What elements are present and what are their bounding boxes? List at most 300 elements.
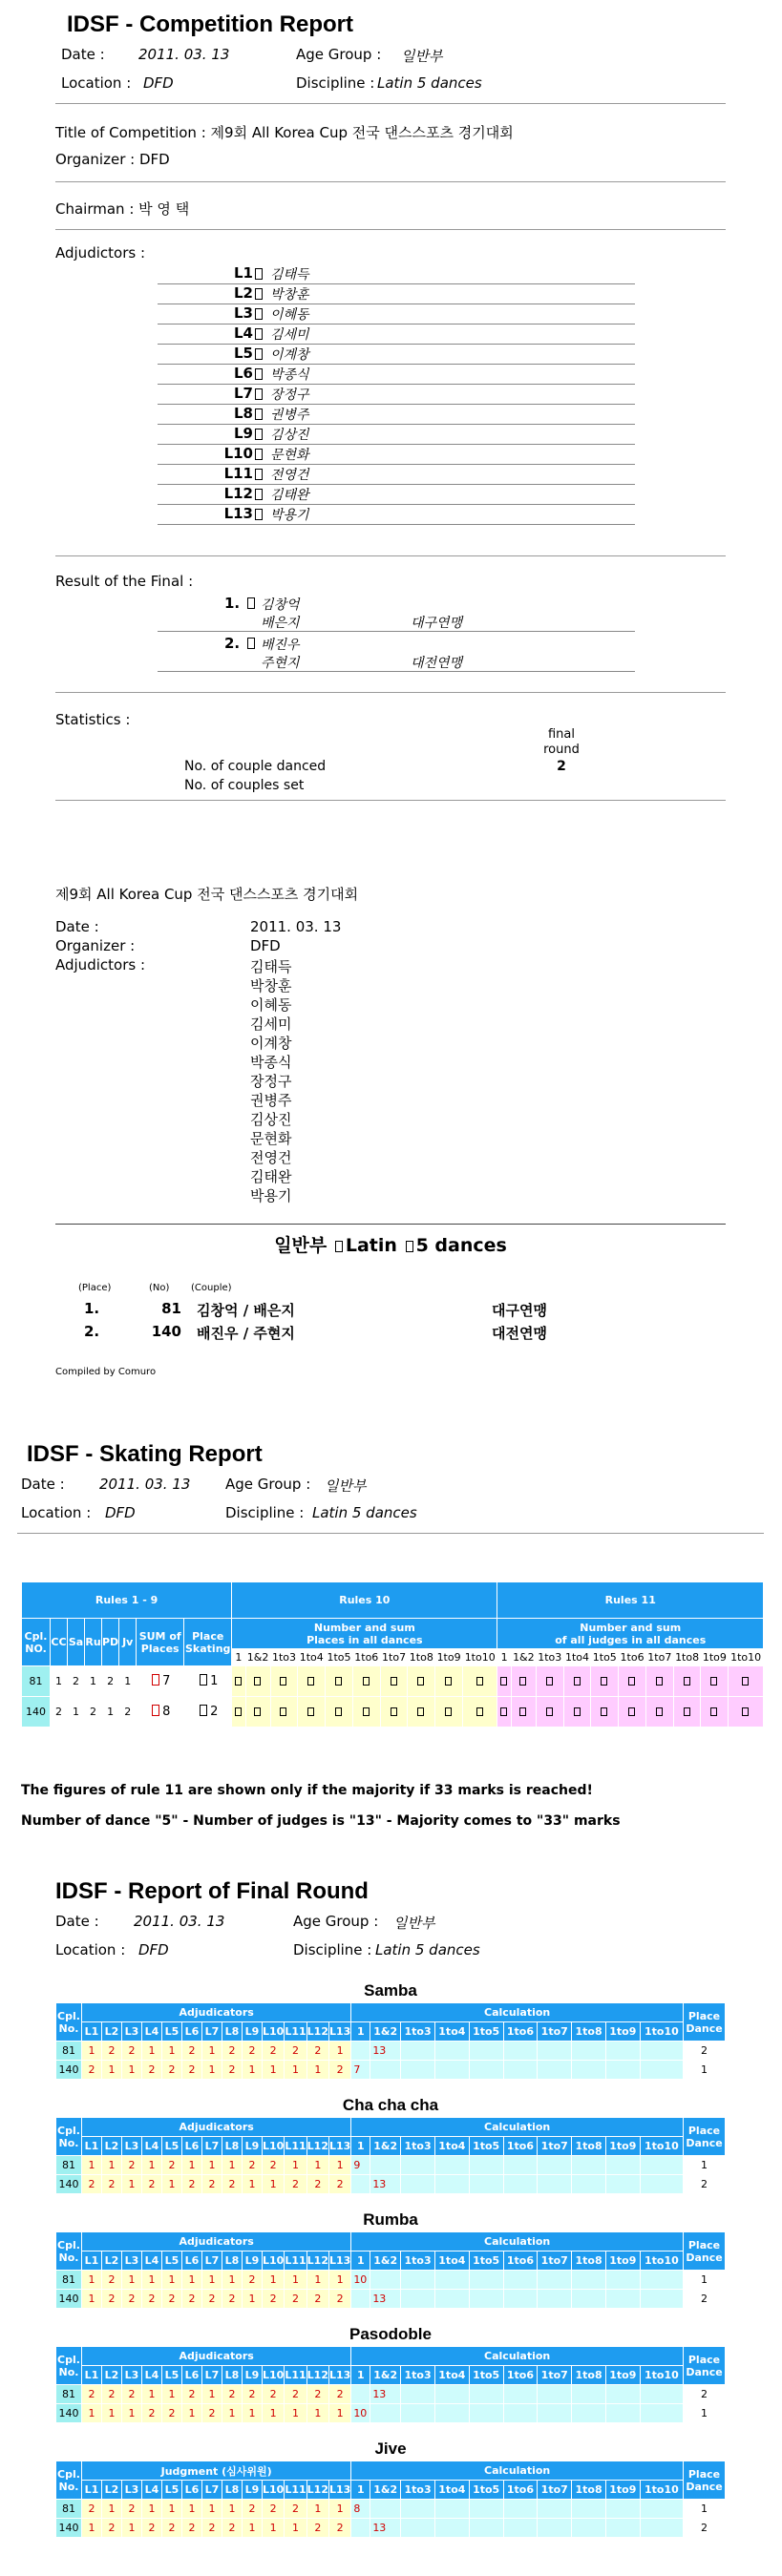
calc-cell bbox=[503, 2290, 538, 2309]
judge-header: L12 bbox=[306, 2366, 328, 2385]
calc-1and2 bbox=[370, 2061, 401, 2080]
judge-header: L9 bbox=[243, 2481, 263, 2500]
col-no: (No) bbox=[149, 1283, 170, 1293]
judge-mark: 2 bbox=[122, 2290, 142, 2309]
judge-header: L12 bbox=[306, 2022, 328, 2042]
rules11-cell bbox=[645, 1666, 673, 1697]
skating-sum bbox=[137, 1697, 184, 1728]
judge-mark: 2 bbox=[102, 2175, 122, 2194]
rules11-cell bbox=[591, 1697, 619, 1728]
col-place: (Place) bbox=[78, 1283, 112, 1293]
square-glyph-icon bbox=[445, 1707, 452, 1716]
judge-header: L2 bbox=[102, 2481, 122, 2500]
judge-mark: 2 bbox=[222, 2042, 243, 2061]
judge-header: L13 bbox=[328, 2366, 350, 2385]
calc-header: 1to4 bbox=[434, 2366, 469, 2385]
discipline-label: Discipline : bbox=[296, 74, 375, 92]
calc-cell bbox=[640, 2404, 683, 2423]
judge-mark: 2 bbox=[243, 2500, 263, 2519]
square-glyph-icon bbox=[255, 348, 263, 360]
square-glyph-icon bbox=[255, 408, 263, 420]
judge-mark: 1 bbox=[82, 2404, 102, 2423]
square-glyph-icon bbox=[519, 1677, 526, 1686]
judge-mark: 1 bbox=[122, 2404, 142, 2423]
judge-mark: 1 bbox=[306, 2500, 328, 2519]
sk-age-value: 일반부 bbox=[325, 1477, 367, 1495]
rules11-col-header: 1to5 bbox=[591, 1649, 619, 1666]
judge-mark: 2 bbox=[243, 2385, 263, 2404]
judge-header: L3 bbox=[122, 2137, 142, 2156]
judge-mark: 1 bbox=[82, 2042, 102, 2061]
cpl-no-header: Cpl. NO. bbox=[22, 1619, 51, 1666]
cpl-no-header: Cpl. No. bbox=[56, 2461, 82, 2500]
sum-places-header: SUM of Places bbox=[137, 1619, 184, 1666]
square-glyph-icon bbox=[335, 1241, 343, 1252]
age-group-value: 일반부 bbox=[401, 48, 443, 65]
summary-adjudicator: 이계창 bbox=[250, 1035, 292, 1052]
judge-header: L7 bbox=[202, 2022, 222, 2042]
judge-mark: 1 bbox=[202, 2500, 222, 2519]
skating-dance-place: 1 bbox=[51, 1666, 68, 1697]
square-glyph-icon bbox=[546, 1677, 553, 1686]
square-glyph-icon bbox=[280, 1707, 286, 1716]
calc-cell bbox=[605, 2061, 640, 2080]
rules10-cell bbox=[435, 1666, 463, 1697]
calc-cell bbox=[605, 2271, 640, 2290]
dance-header-row bbox=[56, 2347, 726, 2366]
calc-header: 1to5 bbox=[469, 2366, 503, 2385]
calc-cell bbox=[640, 2175, 683, 2194]
rules10-cell bbox=[380, 1666, 408, 1697]
judge-mark: 1 bbox=[142, 2385, 162, 2404]
location-value: DFD bbox=[143, 74, 174, 92]
dance-row bbox=[56, 2042, 726, 2061]
summary-adjudicator: 장정구 bbox=[250, 1073, 292, 1090]
dance-subheader-row bbox=[56, 2251, 726, 2271]
dance-table bbox=[55, 2346, 726, 2423]
judge-mark: 2 bbox=[182, 2385, 202, 2404]
judge-header: L11 bbox=[285, 2251, 306, 2271]
adjudicator-code: L8 bbox=[234, 405, 253, 422]
judge-mark: 2 bbox=[102, 2042, 122, 2061]
judge-header: L5 bbox=[162, 2481, 182, 2500]
judge-mark: 2 bbox=[202, 2175, 222, 2194]
calc-header: 1to5 bbox=[469, 2481, 503, 2500]
summary-adjudicator: 김태득 bbox=[250, 958, 292, 975]
judge-mark: 2 bbox=[122, 2156, 142, 2175]
dance-table bbox=[55, 2231, 726, 2309]
judge-header: L13 bbox=[328, 2481, 350, 2500]
judge-mark: 2 bbox=[142, 2290, 162, 2309]
calculation-header: Calculation bbox=[351, 2118, 684, 2137]
calc-cell bbox=[572, 2042, 606, 2061]
rules11-cell bbox=[536, 1697, 563, 1728]
judge-header: L6 bbox=[182, 2022, 202, 2042]
calc-cell bbox=[401, 2385, 435, 2404]
calc-header: 1&2 bbox=[370, 2251, 401, 2271]
result-label: Result of the Final : bbox=[55, 573, 194, 590]
fr-date-label: Date : bbox=[55, 1913, 99, 1930]
judge-mark: 2 bbox=[222, 2519, 243, 2538]
dance-subheader-row bbox=[56, 2022, 726, 2042]
calc-cell bbox=[605, 2042, 640, 2061]
rules11-col-header: 1to3 bbox=[536, 1649, 563, 1666]
square-glyph-icon bbox=[255, 288, 263, 300]
square-glyph-icon bbox=[255, 509, 263, 520]
calc-1and2: 13 bbox=[370, 2290, 401, 2309]
judge-mark: 1 bbox=[285, 2404, 306, 2423]
dance-table bbox=[55, 2002, 726, 2080]
calc-header: 1 bbox=[351, 2137, 370, 2156]
judge-header: L6 bbox=[182, 2481, 202, 2500]
summary-club: 대구연맹 bbox=[492, 1302, 547, 1319]
judge-header: L5 bbox=[162, 2022, 182, 2042]
calc-cell bbox=[572, 2271, 606, 2290]
skating-sum-value: 8 bbox=[162, 1705, 171, 1719]
stat-column-header bbox=[523, 727, 600, 758]
judge-mark: 2 bbox=[263, 2042, 285, 2061]
calc-header: 1to7 bbox=[538, 2481, 572, 2500]
summary-couple: 배진우 / 주현지 bbox=[197, 1325, 295, 1342]
judge-mark: 1 bbox=[306, 2156, 328, 2175]
judge-mark: 2 bbox=[202, 2290, 222, 2309]
judge-mark: 1 bbox=[182, 2271, 202, 2290]
calc-cell bbox=[572, 2385, 606, 2404]
place-dance-header: Place Dance bbox=[684, 2347, 726, 2385]
calc-cell bbox=[640, 2519, 683, 2538]
calc-cell bbox=[605, 2175, 640, 2194]
judge-mark: 1 bbox=[182, 2156, 202, 2175]
divider bbox=[55, 181, 726, 182]
dance-header-row bbox=[56, 2003, 726, 2022]
judge-mark: 2 bbox=[202, 2404, 222, 2423]
summary-adjudicator: 박창훈 bbox=[250, 977, 292, 995]
dance-header-jv: Jv bbox=[119, 1619, 137, 1666]
skating-sum-value: 7 bbox=[162, 1674, 171, 1688]
square-glyph-icon bbox=[307, 1677, 314, 1686]
rules10-cell bbox=[232, 1666, 245, 1697]
calc-cell bbox=[640, 2061, 683, 2080]
calc-cell bbox=[572, 2519, 606, 2538]
rules10-col-header: 1to6 bbox=[352, 1649, 380, 1666]
calc-cell bbox=[605, 2385, 640, 2404]
judge-mark: 2 bbox=[82, 2175, 102, 2194]
calculation-header: Calculation bbox=[351, 2461, 684, 2481]
judge-mark: 1 bbox=[122, 2175, 142, 2194]
cpl-no: 81 bbox=[56, 2156, 82, 2175]
calc-cell bbox=[434, 2061, 469, 2080]
summary-organizer-label: Organizer : bbox=[55, 937, 136, 954]
judge-mark: 1 bbox=[306, 2271, 328, 2290]
calc-header: 1to9 bbox=[605, 2137, 640, 2156]
calc-cell bbox=[572, 2290, 606, 2309]
judge-mark: 2 bbox=[263, 2290, 285, 2309]
calc-header: 1 bbox=[351, 2481, 370, 2500]
judge-mark: 2 bbox=[142, 2404, 162, 2423]
adjudicator-code: L1 bbox=[234, 264, 253, 282]
summary-no: 140 bbox=[151, 1323, 181, 1340]
summary-adjudicator: 이혜동 bbox=[250, 996, 292, 1014]
square-glyph-icon bbox=[307, 1707, 314, 1716]
square-glyph-icon bbox=[255, 268, 263, 280]
dance-row bbox=[56, 2500, 726, 2519]
judge-mark: 2 bbox=[102, 2271, 122, 2290]
dance-header-pd: PD bbox=[102, 1619, 119, 1666]
sk-location-value: DFD bbox=[105, 1504, 136, 1521]
calc-1 bbox=[351, 2042, 370, 2061]
calc-cell bbox=[401, 2519, 435, 2538]
age-group-label: Age Group : bbox=[296, 46, 382, 63]
judge-mark: 1 bbox=[202, 2156, 222, 2175]
judge-mark: 1 bbox=[202, 2271, 222, 2290]
adjudicator-name: 이계창 bbox=[270, 347, 309, 363]
calc-1and2 bbox=[370, 2404, 401, 2423]
judge-header: L12 bbox=[306, 2481, 328, 2500]
skating-cpl-no: 81 bbox=[22, 1666, 51, 1697]
rules10-col-header: 1 bbox=[232, 1649, 245, 1666]
judge-mark: 2 bbox=[222, 2175, 243, 2194]
fr-date-value: 2011. 03. 13 bbox=[134, 1913, 225, 1930]
calc-1and2: 13 bbox=[370, 2519, 401, 2538]
rules-1-9-header: Rules 1 - 9 bbox=[22, 1582, 232, 1619]
judge-mark: 1 bbox=[102, 2061, 122, 2080]
stat-header-final: final bbox=[547, 727, 575, 742]
square-glyph-icon bbox=[152, 1705, 159, 1716]
calc-header: 1to8 bbox=[572, 2251, 606, 2271]
judge-mark: 2 bbox=[285, 2290, 306, 2309]
judge-header: L9 bbox=[243, 2251, 263, 2271]
adjudicator-code: L9 bbox=[234, 425, 253, 442]
judge-mark: 1 bbox=[102, 2500, 122, 2519]
heading-dances: 5 dances bbox=[415, 1235, 507, 1256]
judge-header: L10 bbox=[263, 2366, 285, 2385]
divider bbox=[55, 800, 726, 801]
judge-mark: 2 bbox=[222, 2385, 243, 2404]
judge-mark: 2 bbox=[82, 2061, 102, 2080]
judge-header: L4 bbox=[142, 2137, 162, 2156]
fr-location-value: DFD bbox=[138, 1941, 169, 1958]
rules-10-subheader: Number and sum Places in all dances bbox=[232, 1619, 497, 1649]
rules10-col-header: 1&2 bbox=[245, 1649, 270, 1666]
summary-competition: 제9회 All Korea Cup 전국 댄스스포츠 경기대회 bbox=[55, 886, 359, 903]
adjudicator-row bbox=[158, 445, 635, 465]
cpl-no: 140 bbox=[56, 2404, 82, 2423]
judge-mark: 2 bbox=[142, 2519, 162, 2538]
result-place: 1. bbox=[224, 595, 241, 612]
square-glyph-icon bbox=[601, 1677, 607, 1686]
square-glyph-icon bbox=[247, 597, 255, 609]
square-glyph-icon bbox=[255, 328, 263, 340]
rules10-col-header: 1to8 bbox=[408, 1649, 435, 1666]
judge-mark: 1 bbox=[182, 2500, 202, 2519]
result-man: 배진우 bbox=[261, 638, 300, 653]
judge-mark: 1 bbox=[142, 2271, 162, 2290]
square-glyph-icon bbox=[152, 1674, 159, 1686]
square-glyph-icon bbox=[417, 1677, 424, 1686]
rules11-cell bbox=[591, 1666, 619, 1697]
fr-discipline-value: Latin 5 dances bbox=[375, 1941, 480, 1958]
calc-header: 1to10 bbox=[640, 2481, 683, 2500]
rules10-cell bbox=[435, 1697, 463, 1728]
judge-mark: 2 bbox=[285, 2500, 306, 2519]
fr-age-label: Age Group : bbox=[293, 1913, 379, 1930]
divider bbox=[55, 1224, 726, 1225]
place-dance: 2 bbox=[684, 2042, 726, 2061]
square-glyph-icon bbox=[406, 1241, 413, 1252]
judge-mark: 1 bbox=[285, 2156, 306, 2175]
calc-cell bbox=[572, 2061, 606, 2080]
summary-place: 2. bbox=[84, 1323, 100, 1340]
calc-1: 9 bbox=[351, 2156, 370, 2175]
calc-header: 1to8 bbox=[572, 2137, 606, 2156]
adjudicator-row bbox=[158, 365, 635, 385]
adjudicator-row bbox=[158, 425, 635, 445]
judge-mark: 2 bbox=[162, 2061, 182, 2080]
rules10-cell bbox=[408, 1666, 435, 1697]
judge-mark: 1 bbox=[263, 2061, 285, 2080]
adjudicator-code: L2 bbox=[234, 284, 253, 302]
square-glyph-icon bbox=[574, 1707, 581, 1716]
place-dance: 1 bbox=[684, 2061, 726, 2080]
dance-subheader-row bbox=[56, 2481, 726, 2500]
skating-dance-place: 1 bbox=[102, 1697, 119, 1728]
judge-mark: 1 bbox=[82, 2519, 102, 2538]
judge-mark: 2 bbox=[122, 2500, 142, 2519]
judge-header: L9 bbox=[243, 2022, 263, 2042]
calc-cell bbox=[401, 2500, 435, 2519]
judge-mark: 2 bbox=[122, 2385, 142, 2404]
adjudicator-row bbox=[158, 385, 635, 405]
rules10-cell bbox=[352, 1697, 380, 1728]
calc-cell bbox=[503, 2271, 538, 2290]
rules11-cell bbox=[673, 1666, 701, 1697]
cpl-no: 81 bbox=[56, 2385, 82, 2404]
judge-header: L11 bbox=[285, 2022, 306, 2042]
calc-1 bbox=[351, 2290, 370, 2309]
rules10-cell bbox=[298, 1666, 326, 1697]
square-glyph-icon bbox=[255, 388, 263, 400]
judge-mark: 2 bbox=[306, 2385, 328, 2404]
adjudicators-header: Adjudicators bbox=[82, 2347, 351, 2366]
dance-title: Pasodoble bbox=[349, 2325, 432, 2343]
calc-cell bbox=[469, 2042, 503, 2061]
result-woman: 배은지 bbox=[261, 616, 300, 631]
judge-mark: 2 bbox=[306, 2290, 328, 2309]
cpl-no-header: Cpl. No. bbox=[56, 2232, 82, 2271]
rules-11-subheader: Number and sum of all judges in all dances bbox=[497, 1619, 764, 1649]
calc-header: 1to9 bbox=[605, 2366, 640, 2385]
place-dance: 1 bbox=[684, 2156, 726, 2175]
cpl-no: 140 bbox=[56, 2061, 82, 2080]
calc-header: 1to3 bbox=[401, 2366, 435, 2385]
judge-header: L9 bbox=[243, 2137, 263, 2156]
judge-mark: 2 bbox=[263, 2500, 285, 2519]
divider bbox=[55, 555, 726, 556]
calc-header: 1to6 bbox=[503, 2251, 538, 2271]
calc-cell bbox=[469, 2404, 503, 2423]
dance-header-row bbox=[56, 2232, 726, 2251]
square-glyph-icon bbox=[546, 1707, 553, 1716]
calc-cell bbox=[503, 2500, 538, 2519]
adjudicator-row bbox=[158, 264, 635, 284]
judge-header: L8 bbox=[222, 2481, 243, 2500]
judge-mark: 1 bbox=[243, 2175, 263, 2194]
judge-header: L5 bbox=[162, 2137, 182, 2156]
adjudicators-header: Judgment (심사위원) bbox=[82, 2461, 351, 2481]
square-glyph-icon bbox=[476, 1707, 483, 1716]
place-dance: 1 bbox=[684, 2500, 726, 2519]
judge-mark: 2 bbox=[243, 2156, 263, 2175]
judge-mark: 2 bbox=[263, 2385, 285, 2404]
final-round-title: IDSF - Report of Final Round bbox=[55, 1878, 369, 1904]
summary-heading bbox=[55, 1231, 726, 1257]
square-glyph-icon bbox=[574, 1677, 581, 1686]
square-glyph-icon bbox=[710, 1677, 717, 1686]
judge-header: L3 bbox=[122, 2022, 142, 2042]
rules11-cell bbox=[701, 1666, 729, 1697]
square-glyph-icon bbox=[280, 1677, 286, 1686]
dance-row bbox=[56, 2404, 726, 2423]
square-glyph-icon bbox=[742, 1707, 749, 1716]
skating-cpl-no: 140 bbox=[22, 1697, 51, 1728]
judge-header: L7 bbox=[202, 2251, 222, 2271]
calc-cell bbox=[572, 2156, 606, 2175]
calc-cell bbox=[434, 2500, 469, 2519]
judge-mark: 2 bbox=[285, 2385, 306, 2404]
rules10-cell bbox=[245, 1666, 270, 1697]
skating-dance-place: 2 bbox=[119, 1697, 137, 1728]
judge-header: L13 bbox=[328, 2251, 350, 2271]
skating-dance-place: 2 bbox=[51, 1697, 68, 1728]
adjudicator-name: 장정구 bbox=[270, 387, 309, 403]
calc-cell bbox=[434, 2290, 469, 2309]
adjudicator-name: 김태득 bbox=[270, 267, 309, 283]
square-glyph-icon bbox=[255, 308, 263, 320]
organizer-line bbox=[55, 151, 170, 168]
rules11-cell bbox=[563, 1666, 591, 1697]
calculation-header: Calculation bbox=[351, 2003, 684, 2022]
skating-row bbox=[22, 1697, 764, 1728]
adjudicators-header: Adjudicators bbox=[82, 2003, 351, 2022]
place-dance-header: Place Dance bbox=[684, 2118, 726, 2156]
rules10-cell bbox=[270, 1666, 298, 1697]
calc-cell bbox=[538, 2042, 572, 2061]
calc-header: 1to9 bbox=[605, 2022, 640, 2042]
judge-mark: 1 bbox=[263, 2519, 285, 2538]
calc-header: 1to9 bbox=[605, 2251, 640, 2271]
divider bbox=[55, 229, 726, 230]
calc-cell bbox=[605, 2404, 640, 2423]
calc-cell bbox=[434, 2404, 469, 2423]
square-glyph-icon bbox=[254, 1677, 261, 1686]
skating-dance-place: 2 bbox=[85, 1697, 102, 1728]
judge-mark: 2 bbox=[285, 2042, 306, 2061]
judge-mark: 1 bbox=[285, 2061, 306, 2080]
calc-1and2 bbox=[370, 2271, 401, 2290]
judge-mark: 1 bbox=[328, 2404, 350, 2423]
place-dance-header: Place Dance bbox=[684, 2003, 726, 2042]
judge-mark: 1 bbox=[122, 2061, 142, 2080]
rules10-cell bbox=[270, 1697, 298, 1728]
dance-title: Samba bbox=[364, 1981, 417, 2000]
rules11-cell bbox=[729, 1666, 764, 1697]
summary-organizer: DFD bbox=[250, 937, 281, 954]
calc-header: 1to4 bbox=[434, 2137, 469, 2156]
adjudicator-code: L11 bbox=[223, 465, 253, 482]
square-glyph-icon bbox=[255, 368, 263, 380]
rules11-cell bbox=[511, 1666, 536, 1697]
fr-discipline-label: Discipline : bbox=[293, 1941, 372, 1958]
